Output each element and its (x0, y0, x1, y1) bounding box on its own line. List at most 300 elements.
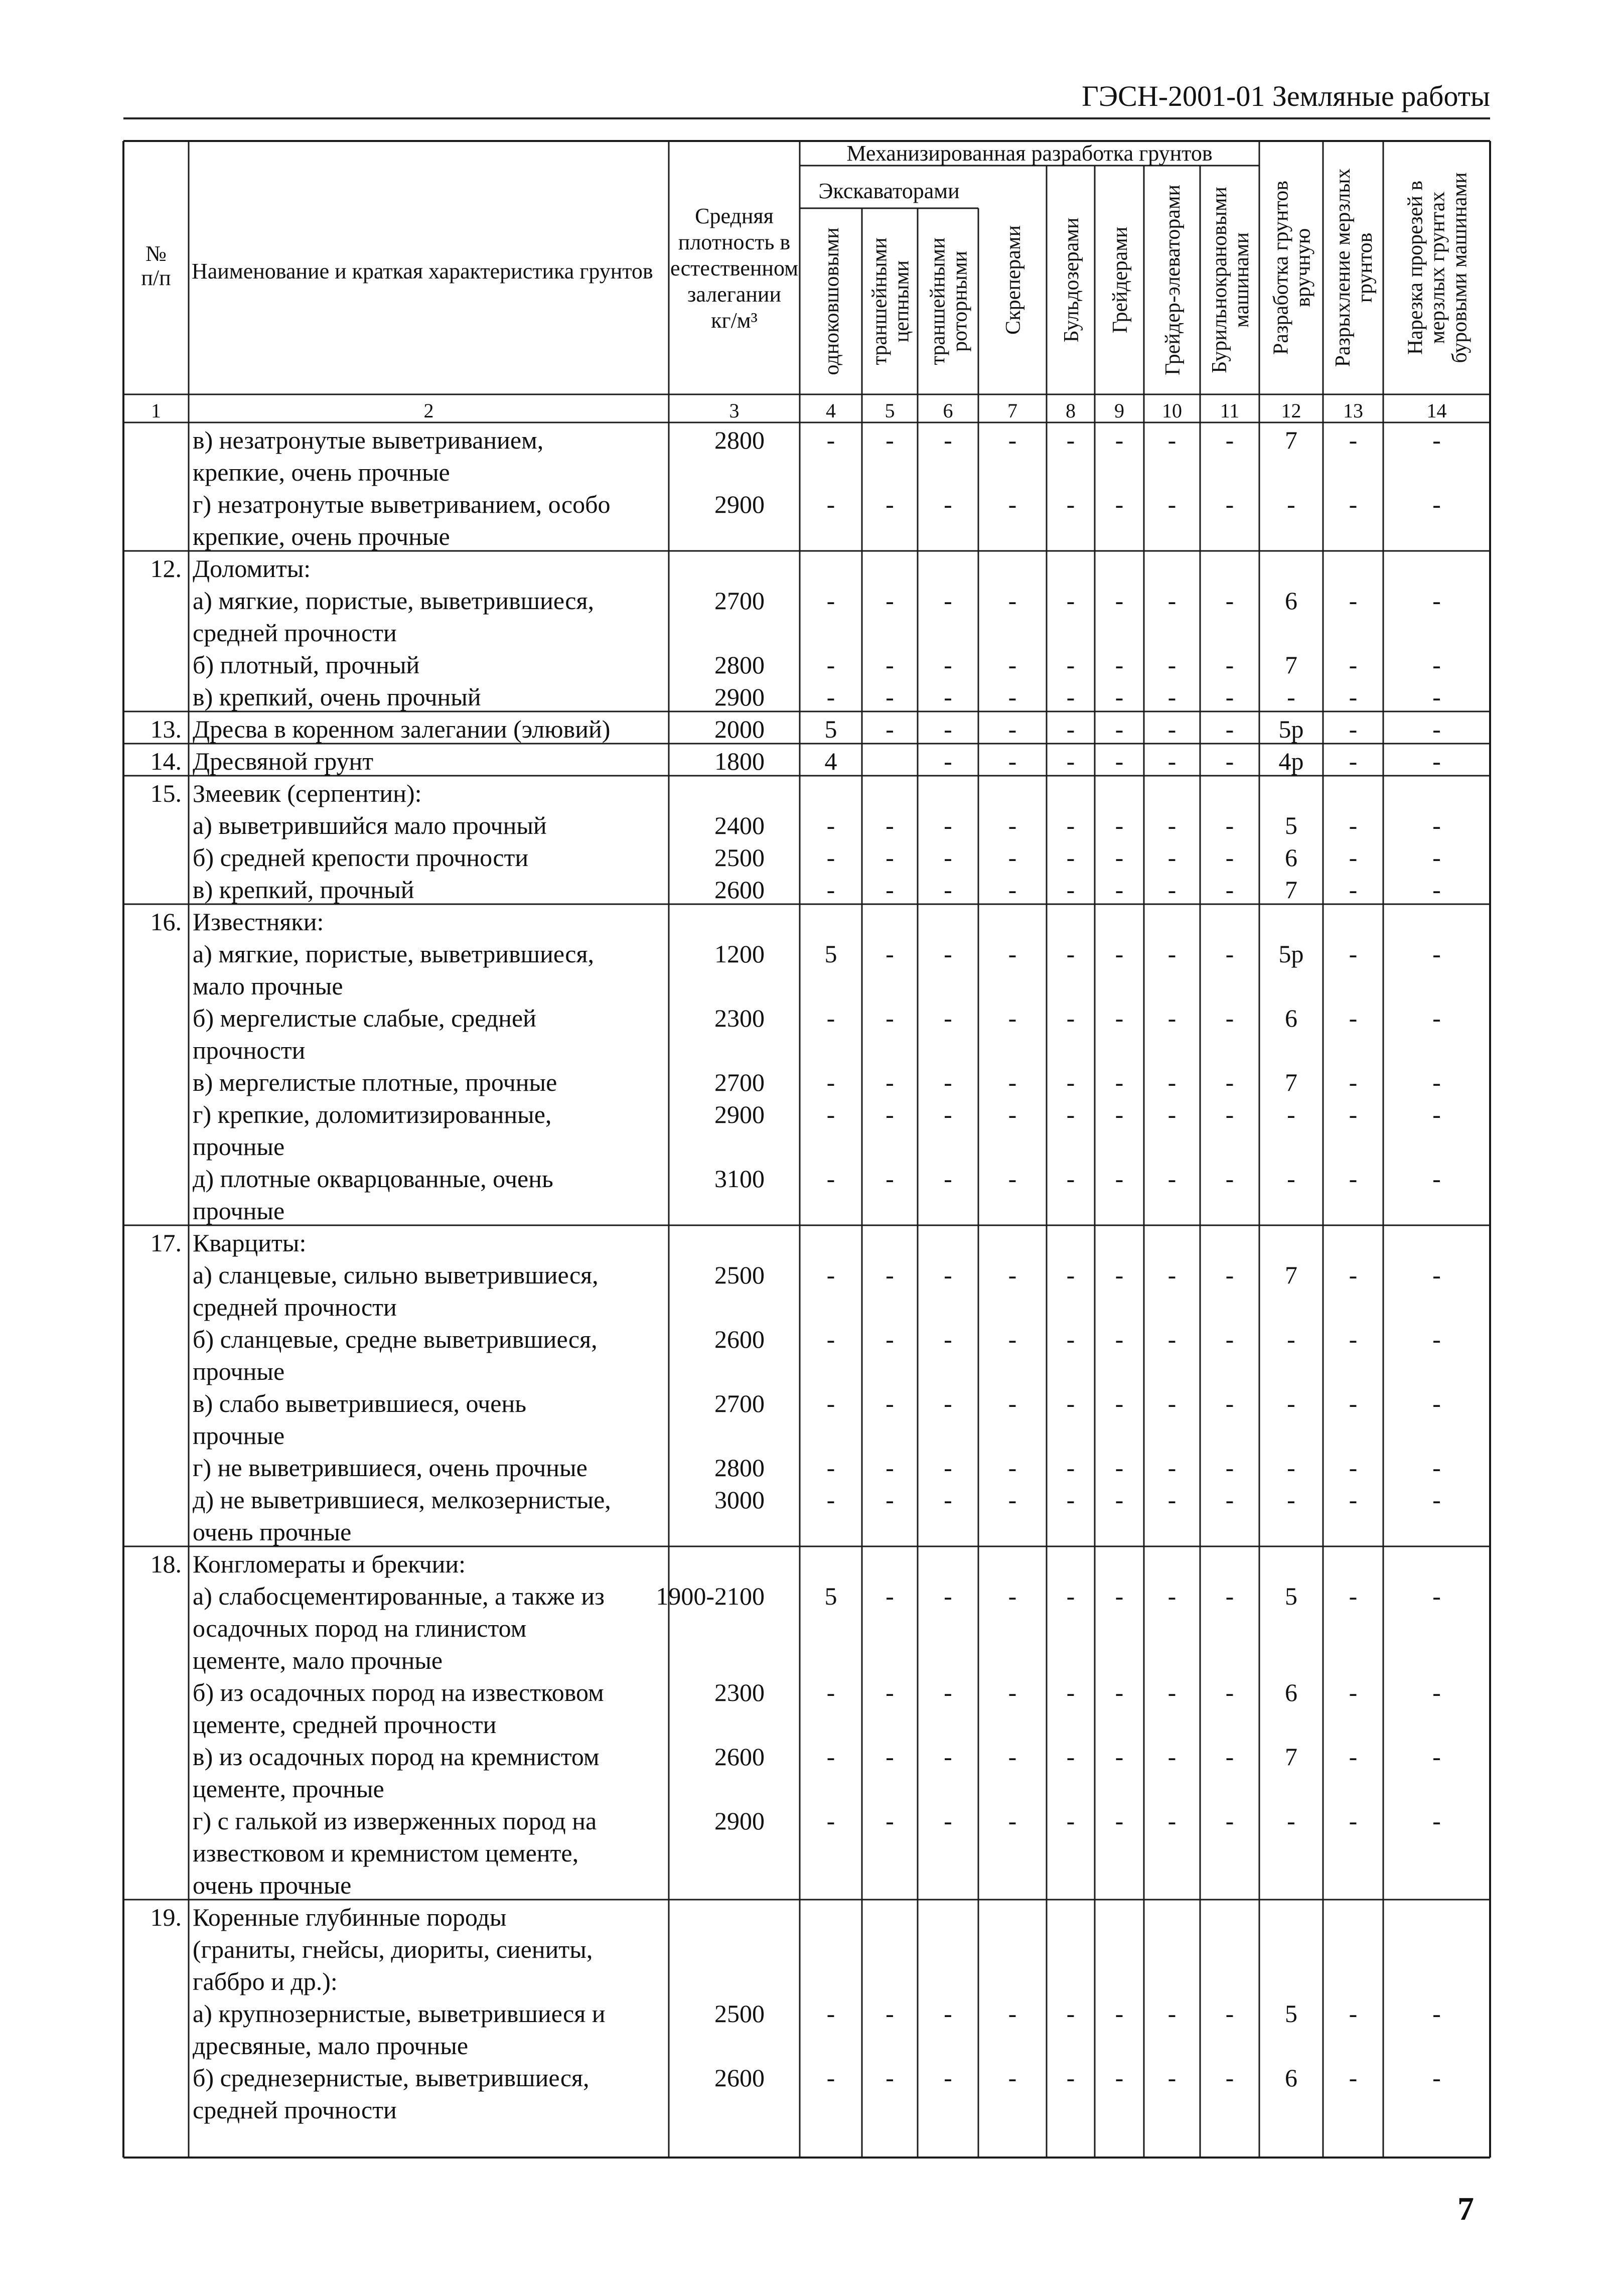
row-value: - (1066, 1454, 1075, 1482)
row-value: - (1167, 1004, 1177, 1032)
row-value: - (1349, 587, 1358, 615)
row-value: - (1287, 490, 1295, 518)
row-value: - (1349, 1261, 1358, 1289)
row-value: - (1008, 1325, 1017, 1353)
row-value: - (1349, 1100, 1358, 1128)
row-value: - (944, 1743, 952, 1771)
row-name: б) среднезернистые, выветрившиеся, (193, 2064, 590, 2092)
row-density: 2300 (714, 1004, 765, 1032)
row-value: - (1349, 1743, 1358, 1771)
header-col-label: Бурильнокрановыми (1208, 187, 1231, 373)
row-value: - (1066, 1165, 1075, 1193)
row-value: - (944, 1678, 952, 1706)
row-value: - (1008, 1389, 1017, 1417)
column-number: 5 (885, 399, 895, 422)
row-name: Известняки: (193, 908, 324, 936)
row-value: - (1432, 490, 1441, 518)
row-value: - (1115, 811, 1124, 839)
column-number: 10 (1162, 399, 1182, 422)
row-value: - (1225, 1068, 1234, 1096)
row-density: 2800 (714, 426, 765, 454)
row-value: - (1115, 1454, 1124, 1482)
row-value: - (826, 1678, 835, 1706)
row-name: Дресвяной грунт (193, 747, 374, 775)
row-value: - (944, 876, 952, 904)
row-value: - (1167, 1807, 1177, 1835)
row-value: - (944, 940, 952, 968)
row-value: 5 (1285, 1999, 1297, 2028)
column-number: 4 (826, 399, 836, 422)
row-value: - (1167, 1165, 1177, 1193)
row-value: - (1167, 843, 1177, 872)
row-number: 18. (150, 1550, 182, 1578)
row-density: 2300 (714, 1678, 765, 1706)
row-value: - (1349, 811, 1358, 839)
row-value: - (1167, 811, 1177, 839)
row-value: - (1008, 1454, 1017, 1482)
row-value: - (1349, 1165, 1358, 1193)
row-value: - (886, 1004, 894, 1032)
row-value: - (944, 651, 952, 679)
row-value: - (1066, 1389, 1075, 1417)
row-name: Доломиты: (193, 554, 311, 583)
row-value: - (886, 1678, 894, 1706)
table-header (141, 141, 1471, 422)
row-name: а) сланцевые, сильно выветрившиеся, (193, 1261, 599, 1289)
row-value: - (886, 1454, 894, 1482)
row-name: г) крепкие, доломитизированные, (193, 1100, 552, 1128)
row-value: - (1225, 876, 1234, 904)
row-value: - (886, 1261, 894, 1289)
row-value: - (1432, 651, 1441, 679)
row-value: - (1167, 1486, 1177, 1514)
row-value: - (1225, 1454, 1234, 1482)
row-value: - (1432, 1165, 1441, 1193)
row-value: - (826, 1004, 835, 1032)
column-number: 7 (1007, 399, 1017, 422)
row-number: 14. (150, 747, 182, 775)
row-name: Кварциты: (193, 1229, 307, 1257)
row-value: - (1167, 1999, 1177, 2028)
row-value: - (944, 1004, 952, 1032)
row-value: - (944, 1999, 952, 2028)
row-name: в) незатронутые выветриванием, (193, 426, 544, 454)
row-density: 2500 (714, 843, 765, 872)
row-density: 2800 (714, 1454, 765, 1482)
row-value: - (1225, 1004, 1234, 1032)
row-name: известковом и кремнистом цементе, (193, 1839, 579, 1867)
row-value: - (1349, 1999, 1358, 2028)
header-name: Наименование и краткая характеристика грунтов (192, 259, 653, 283)
row-value: - (1225, 715, 1234, 743)
row-value: - (826, 587, 835, 615)
row-name: а) мягкие, пористые, выветрившиеся, (193, 940, 594, 968)
row-name: габбро и др.): (193, 1967, 338, 1995)
row-value: - (1349, 683, 1358, 711)
header-excavators: Экскаваторами (818, 179, 960, 203)
row-value: - (886, 2064, 894, 2092)
row-value: - (886, 811, 894, 839)
row-value: - (1066, 940, 1075, 968)
row-value: 6 (1285, 1004, 1297, 1032)
row-value: - (1349, 1807, 1358, 1835)
header-density: залегании (687, 282, 781, 307)
row-value: - (1008, 1678, 1017, 1706)
row-value: - (1066, 1582, 1075, 1610)
row-value: - (1349, 1486, 1358, 1514)
row-value: - (1008, 651, 1017, 679)
header-density: плотность в (678, 230, 791, 254)
row-density: 2000 (714, 715, 765, 743)
row-value: - (886, 1743, 894, 1771)
row-value: - (826, 1807, 835, 1835)
row-value: - (1008, 1068, 1017, 1096)
row-value: - (1432, 843, 1441, 872)
row-value: 5 (824, 715, 837, 743)
row-value: - (1432, 1389, 1441, 1417)
row-density: 3000 (714, 1486, 765, 1514)
row-value: - (1349, 490, 1358, 518)
header-col-label: Разработка грунтов (1269, 180, 1293, 355)
row-value: - (1349, 426, 1358, 454)
row-value: - (1225, 747, 1234, 775)
row-value: - (826, 2064, 835, 2092)
row-value: - (944, 1100, 952, 1128)
row-value: - (1008, 876, 1017, 904)
row-name: прочности (193, 1036, 306, 1064)
row-name: г) незатронутые выветриванием, особо (193, 490, 611, 518)
row-value: - (1167, 490, 1177, 518)
row-value: - (1066, 1486, 1075, 1514)
row-value: - (1008, 490, 1017, 518)
row-name: в) крепкий, очень прочный (193, 683, 481, 711)
row-value: - (1225, 490, 1234, 518)
row-value: - (1008, 747, 1017, 775)
row-value: - (1008, 1807, 1017, 1835)
column-number: 9 (1114, 399, 1124, 422)
header-mechanized: Механизированная разработка грунтов (846, 141, 1213, 166)
row-value: 5 (1285, 1582, 1297, 1610)
row-value: - (1432, 940, 1441, 968)
row-value: - (944, 843, 952, 872)
row-value: - (1008, 426, 1017, 454)
row-name: средней прочности (193, 619, 397, 647)
row-value: - (826, 1068, 835, 1096)
column-number: 14 (1426, 399, 1447, 422)
row-value: 6 (1285, 843, 1297, 872)
row-value: - (1225, 1678, 1234, 1706)
row-value: 7 (1285, 651, 1297, 679)
row-name: б) плотный, прочный (193, 651, 420, 679)
row-value: - (1349, 651, 1358, 679)
row-value: - (1225, 843, 1234, 872)
row-value: - (944, 715, 952, 743)
row-value: - (886, 1486, 894, 1514)
row-value: - (1115, 940, 1124, 968)
row-value: - (1432, 715, 1441, 743)
row-value: 7 (1285, 1743, 1297, 1771)
row-value: - (1008, 2064, 1017, 2092)
row-density: 2600 (714, 1743, 765, 1771)
row-value: - (886, 1807, 894, 1835)
row-value: - (886, 1325, 894, 1353)
row-number: 16. (150, 908, 182, 936)
row-value: 5р (1278, 940, 1304, 968)
row-value: - (1167, 876, 1177, 904)
row-name: очень прочные (193, 1518, 352, 1546)
header-col-label: буровыми машинами (1448, 172, 1472, 363)
row-density: 1800 (714, 747, 765, 775)
row-value: - (826, 1389, 835, 1417)
row-value: - (826, 811, 835, 839)
column-number: 12 (1281, 399, 1301, 422)
row-value: - (886, 843, 894, 872)
row-density: 2700 (714, 1068, 765, 1096)
row-value: - (1167, 1582, 1177, 1610)
row-value: - (886, 490, 894, 518)
row-value: 6 (1285, 1678, 1297, 1706)
row-name: цементе, мало прочные (193, 1646, 443, 1674)
row-value: - (1349, 1389, 1358, 1417)
row-value: - (944, 1454, 952, 1482)
row-name: д) не выветрившиеся, мелкозернистые, (193, 1486, 611, 1514)
row-density: 2600 (714, 1325, 765, 1353)
row-value: - (1115, 1004, 1124, 1032)
row-value: - (1066, 747, 1075, 775)
row-value: - (944, 811, 952, 839)
row-value: - (886, 1068, 894, 1096)
row-density: 2900 (714, 490, 765, 518)
table-body (151, 426, 1441, 2124)
row-name: г) не выветрившиеся, очень прочные (193, 1454, 588, 1482)
row-value: - (1349, 1004, 1358, 1032)
row-value: - (1432, 1100, 1441, 1128)
row-value: 5 (824, 940, 837, 968)
row-name: Дресва в коренном залегании (элювий) (193, 715, 611, 743)
row-value: - (1349, 715, 1358, 743)
row-value: - (826, 876, 835, 904)
row-value: - (1167, 683, 1177, 711)
row-value: - (1167, 1454, 1177, 1482)
row-name: б) из осадочных пород на известковом (193, 1678, 604, 1706)
row-value: - (1066, 1100, 1075, 1128)
row-value: - (1287, 1325, 1295, 1353)
row-name: Змеевик (серпентин): (193, 779, 422, 807)
row-value: - (1066, 715, 1075, 743)
column-number: 11 (1220, 399, 1240, 422)
row-value: - (1008, 1165, 1017, 1193)
row-value: - (886, 651, 894, 679)
row-name: б) средней крепости прочности (193, 843, 529, 872)
row-value: - (886, 1389, 894, 1417)
row-value: - (1225, 1999, 1234, 2028)
row-value: - (1008, 843, 1017, 872)
header-col-label: машинами (1230, 232, 1253, 328)
row-density: 1900-2100 (656, 1582, 765, 1610)
row-value: - (1167, 587, 1177, 615)
row-value: 7 (1285, 426, 1297, 454)
row-value: - (1432, 1582, 1441, 1610)
row-value: - (1066, 426, 1075, 454)
header-col-label: одноковшовыми (820, 227, 843, 375)
header-density: Средняя (695, 204, 774, 228)
column-number: 13 (1343, 399, 1363, 422)
row-value: - (1287, 1486, 1295, 1514)
row-value: - (1066, 1004, 1075, 1032)
row-value: - (1287, 1165, 1295, 1193)
row-name: мало прочные (193, 972, 343, 1000)
row-value: - (1432, 2064, 1441, 2092)
row-value: - (1066, 1678, 1075, 1706)
row-value: - (886, 426, 894, 454)
row-value: - (1066, 811, 1075, 839)
page-number: 7 (1457, 2191, 1474, 2227)
row-value: - (1287, 683, 1295, 711)
row-name: а) крупнозернистые, выветрившиеся и (193, 1999, 606, 2028)
row-value: - (1349, 1325, 1358, 1353)
row-value: - (944, 587, 952, 615)
row-name: крепкие, очень прочные (193, 522, 450, 550)
row-value: - (826, 1100, 835, 1128)
row-value: - (1115, 843, 1124, 872)
column-number: 6 (943, 399, 953, 422)
row-value: - (1008, 1004, 1017, 1032)
row-value: - (1225, 940, 1234, 968)
row-value: - (944, 1582, 952, 1610)
row-value: - (1432, 1743, 1441, 1771)
row-value: - (1066, 651, 1075, 679)
row-name: прочные (193, 1132, 285, 1161)
row-value: - (1167, 1389, 1177, 1417)
row-value: - (1115, 1582, 1124, 1610)
row-name: а) слабосцементированные, а также из (193, 1582, 605, 1610)
row-value: - (826, 426, 835, 454)
row-value: - (1349, 747, 1358, 775)
row-number: 17. (150, 1229, 182, 1257)
row-value: - (944, 1068, 952, 1096)
row-value: - (826, 1486, 835, 1514)
row-value: - (1167, 1261, 1177, 1289)
row-value: - (944, 683, 952, 711)
row-name: а) выветрившийся мало прочный (193, 811, 547, 839)
row-name: Конгломераты и брекчии: (193, 1550, 466, 1578)
row-value: - (1115, 651, 1124, 679)
row-name: прочные (193, 1197, 285, 1225)
row-number: 13. (150, 715, 182, 743)
row-value: - (826, 1999, 835, 2028)
row-value: - (944, 1165, 952, 1193)
row-value: 5 (824, 1582, 837, 1610)
row-value: - (1225, 651, 1234, 679)
row-value: - (1008, 1261, 1017, 1289)
header-density: кг/м³ (711, 308, 758, 333)
row-value: - (1225, 1486, 1234, 1514)
row-name: прочные (193, 1357, 285, 1385)
row-value: - (944, 490, 952, 518)
row-name: осадочных пород на глинистом (193, 1614, 527, 1642)
row-value: - (1066, 1999, 1075, 2028)
row-name: средней прочности (193, 2096, 397, 2124)
row-value: - (1225, 1743, 1234, 1771)
row-value: - (944, 1807, 952, 1835)
row-value: - (1115, 1999, 1124, 2028)
row-value: - (1432, 747, 1441, 775)
row-name: Коренные глубинные породы (193, 1903, 507, 1931)
row-value: - (1115, 1165, 1124, 1193)
row-value: - (1066, 2064, 1075, 2092)
header-col-label: траншейными (868, 237, 892, 365)
row-value: - (1225, 1325, 1234, 1353)
row-density: 2900 (714, 1807, 765, 1835)
row-density: 2600 (714, 2064, 765, 2092)
header-col-label: Грейдер-элеваторами (1161, 185, 1185, 375)
row-name: д) плотные окварцованные, очень (193, 1165, 553, 1193)
row-value: - (886, 683, 894, 711)
row-value: - (1115, 1325, 1124, 1353)
row-value: - (886, 715, 894, 743)
row-value: 5 (1285, 811, 1297, 839)
row-value: - (1066, 490, 1075, 518)
row-value: - (1066, 876, 1075, 904)
row-value: - (1349, 1454, 1358, 1482)
row-value: - (1225, 426, 1234, 454)
row-value: - (1432, 1261, 1441, 1289)
row-value: - (1066, 587, 1075, 615)
row-value: - (1167, 1068, 1177, 1096)
column-number: 1 (151, 399, 161, 422)
column-number: 8 (1066, 399, 1076, 422)
row-value: - (1066, 843, 1075, 872)
row-value: - (1008, 1582, 1017, 1610)
row-value: - (1167, 1325, 1177, 1353)
row-value: - (944, 1389, 952, 1417)
row-number: 12. (150, 554, 182, 583)
row-value: 7 (1285, 876, 1297, 904)
row-value: - (1167, 426, 1177, 454)
header-col-label: Бульдозерами (1060, 217, 1083, 343)
row-value: - (1225, 2064, 1234, 2092)
row-value: - (944, 1486, 952, 1514)
page-header: ГЭСН-2001-01 Земляные работы (1082, 80, 1490, 112)
row-value: - (1432, 811, 1441, 839)
header-num: п/п (141, 265, 171, 290)
header-density: естественном (670, 256, 798, 280)
row-value: - (1287, 1454, 1295, 1482)
row-number: 15. (150, 779, 182, 807)
row-value: - (826, 1325, 835, 1353)
row-value: - (1115, 747, 1124, 775)
row-value: - (826, 1165, 835, 1193)
row-value: - (1167, 1100, 1177, 1128)
row-value: - (826, 1454, 835, 1482)
row-value: - (1115, 1678, 1124, 1706)
row-value: - (1115, 715, 1124, 743)
row-value: - (1008, 940, 1017, 968)
header-col-label: цепными (890, 260, 914, 343)
row-value: - (1432, 876, 1441, 904)
row-value: - (1115, 683, 1124, 711)
row-value: - (1225, 1261, 1234, 1289)
row-density: 1200 (714, 940, 765, 968)
row-name: очень прочные (193, 1871, 352, 1899)
row-value: - (1225, 1807, 1234, 1835)
row-value: - (826, 490, 835, 518)
row-value: - (1349, 1068, 1358, 1096)
row-value: - (1432, 426, 1441, 454)
row-density: 2400 (714, 811, 765, 839)
row-name: в) слабо выветрившиеся, очень (193, 1389, 527, 1417)
column-number: 3 (729, 399, 740, 422)
